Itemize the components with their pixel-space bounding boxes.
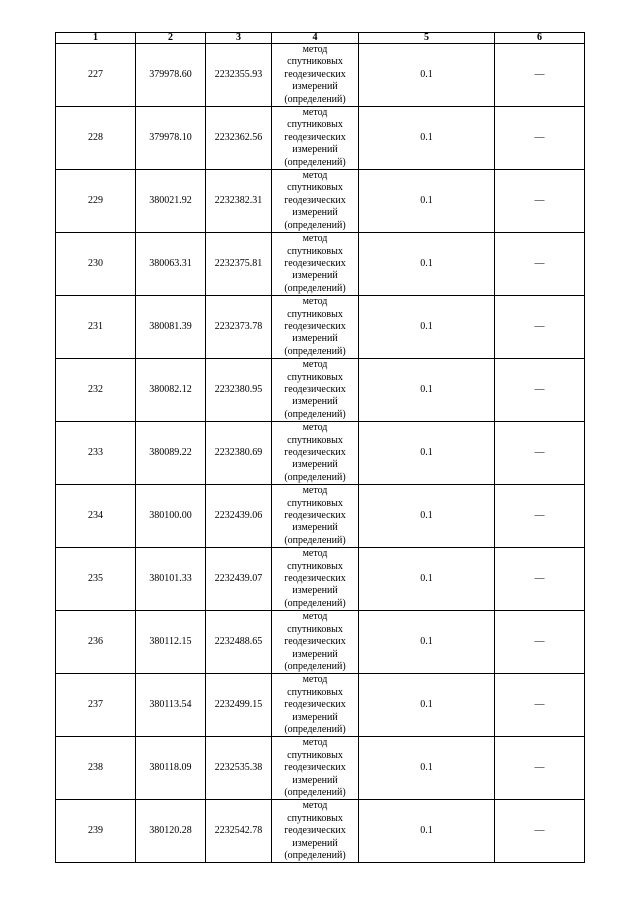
method-line: геодезических	[284, 68, 346, 80]
table-body	[56, 44, 585, 863]
accuracy-cell: 0.1	[359, 170, 495, 233]
method-cell	[272, 737, 359, 800]
method-line: метод	[302, 296, 328, 308]
point-number-cell: 227	[56, 44, 136, 107]
y-coordinate-cell: 2232375.81	[206, 233, 272, 296]
point-number-cell: 237	[56, 674, 136, 737]
note-cell: —	[495, 800, 585, 863]
x-coordinate-cell: 379978.10	[136, 107, 206, 170]
method-cell	[272, 611, 359, 674]
method-cell	[272, 800, 359, 863]
y-coordinate-cell: 2232535.38	[206, 737, 272, 800]
method-line: (определений)	[284, 282, 346, 294]
note-cell: —	[495, 674, 585, 737]
method-cell	[272, 170, 359, 233]
table-row	[56, 296, 585, 359]
method-cell	[272, 548, 359, 611]
method-line: спутниковых	[287, 56, 343, 68]
method-line: геодезических	[284, 636, 346, 648]
method-line: (определений)	[284, 597, 346, 609]
x-coordinate-cell: 380063.31	[136, 233, 206, 296]
accuracy-cell: 0.1	[359, 674, 495, 737]
column-header-4: 4	[272, 33, 359, 44]
point-number-cell: 228	[56, 107, 136, 170]
method-line: (определений)	[284, 471, 346, 483]
note-cell: —	[495, 44, 585, 107]
note-cell: —	[495, 422, 585, 485]
method-line: метод	[302, 233, 328, 245]
accuracy-cell: 0.1	[359, 737, 495, 800]
y-coordinate-cell: 2232499.15	[206, 674, 272, 737]
method-line: метод	[302, 674, 328, 686]
method-line: (определений)	[284, 219, 346, 231]
point-number-cell: 235	[56, 548, 136, 611]
column-header-6: 6	[495, 33, 585, 44]
note-cell: —	[495, 485, 585, 548]
x-coordinate-cell: 380082.12	[136, 359, 206, 422]
table-row	[56, 674, 585, 737]
x-coordinate-cell: 380112.15	[136, 611, 206, 674]
table-row	[56, 107, 585, 170]
method-line: геодезических	[284, 194, 346, 206]
coordinates-table	[55, 32, 585, 863]
method-line: спутниковых	[287, 623, 343, 635]
method-line: (определений)	[284, 93, 346, 105]
y-coordinate-cell: 2232488.65	[206, 611, 272, 674]
method-line: спутниковых	[287, 749, 343, 761]
method-line: геодезических	[284, 699, 346, 711]
accuracy-cell: 0.1	[359, 548, 495, 611]
y-coordinate-cell: 2232355.93	[206, 44, 272, 107]
accuracy-cell: 0.1	[359, 296, 495, 359]
method-line: геодезических	[284, 762, 346, 774]
method-line: измерений	[292, 396, 338, 408]
column-header-2: 2	[136, 33, 206, 44]
method-line: измерений	[292, 585, 338, 597]
method-line: спутниковых	[287, 812, 343, 824]
method-line: геодезических	[284, 447, 346, 458]
x-coordinate-cell: 379978.60	[136, 44, 206, 107]
y-coordinate-cell: 2232542.78	[206, 800, 272, 863]
method-cell	[272, 422, 359, 485]
method-line: геодезических	[284, 510, 346, 522]
point-number-cell: 239	[56, 800, 136, 863]
x-coordinate-cell: 380113.54	[136, 674, 206, 737]
point-number-cell: 232	[56, 359, 136, 422]
x-coordinate-cell: 380089.22	[136, 422, 206, 485]
x-coordinate-cell: 380021.92	[136, 170, 206, 233]
method-line: спутниковых	[287, 560, 343, 572]
method-line: спутниковых	[287, 686, 343, 698]
method-line: метод	[302, 107, 328, 119]
method-line: измерений	[292, 207, 338, 219]
y-coordinate-cell: 2232373.78	[206, 296, 272, 359]
method-line: геодезических	[284, 825, 346, 837]
accuracy-cell: 0.1	[359, 107, 495, 170]
method-line: измерений	[292, 774, 338, 786]
note-cell: —	[495, 611, 585, 674]
method-cell	[272, 296, 359, 359]
table-row	[56, 233, 585, 296]
table-row	[56, 485, 585, 548]
method-line: спутниковых	[287, 245, 343, 257]
table-row	[56, 359, 585, 422]
method-line: метод	[302, 737, 328, 749]
method-line: спутниковых	[287, 434, 343, 446]
method-line: (определений)	[284, 850, 346, 861]
table-row	[56, 737, 585, 800]
method-line: спутниковых	[287, 119, 343, 131]
accuracy-cell: 0.1	[359, 44, 495, 107]
method-cell	[272, 485, 359, 548]
point-number-cell: 236	[56, 611, 136, 674]
method-line: измерений	[292, 522, 338, 534]
method-line: измерений	[292, 333, 338, 345]
method-line: геодезических	[284, 383, 346, 395]
method-line: метод	[302, 422, 328, 434]
method-cell	[272, 233, 359, 296]
x-coordinate-cell: 380118.09	[136, 737, 206, 800]
table-row	[56, 170, 585, 233]
table-row	[56, 548, 585, 611]
table-row	[56, 800, 585, 863]
method-line: геодезических	[284, 257, 346, 269]
x-coordinate-cell: 380100.00	[136, 485, 206, 548]
method-line: измерений	[292, 837, 338, 849]
method-cell	[272, 674, 359, 737]
method-line: геодезических	[284, 320, 346, 332]
method-line: (определений)	[284, 660, 346, 672]
method-line: метод	[302, 611, 328, 623]
method-line: (определений)	[284, 534, 346, 546]
method-line: метод	[302, 548, 328, 560]
x-coordinate-cell: 380081.39	[136, 296, 206, 359]
method-line: спутниковых	[287, 182, 343, 194]
method-line: измерений	[292, 81, 338, 93]
method-line: (определений)	[284, 723, 346, 735]
method-line: метод	[302, 44, 328, 55]
accuracy-cell: 0.1	[359, 485, 495, 548]
x-coordinate-cell: 380101.33	[136, 548, 206, 611]
method-line: (определений)	[284, 156, 346, 168]
note-cell: —	[495, 233, 585, 296]
y-coordinate-cell: 2232362.56	[206, 107, 272, 170]
point-number-cell: 229	[56, 170, 136, 233]
method-line: измерений	[292, 648, 338, 660]
note-cell: —	[495, 737, 585, 800]
note-cell: —	[495, 107, 585, 170]
method-line: метод	[302, 359, 328, 371]
coordinates-sheet	[55, 32, 584, 863]
accuracy-cell: 0.1	[359, 422, 495, 485]
method-line: геодезических	[284, 131, 346, 143]
x-coordinate-cell: 380120.28	[136, 800, 206, 863]
method-line: метод	[302, 485, 328, 497]
column-header-3: 3	[206, 33, 272, 44]
column-header-5: 5	[359, 33, 495, 44]
point-number-cell: 231	[56, 296, 136, 359]
y-coordinate-cell: 2232439.07	[206, 548, 272, 611]
column-header-1: 1	[56, 33, 136, 44]
accuracy-cell: 0.1	[359, 359, 495, 422]
y-coordinate-cell: 2232380.95	[206, 359, 272, 422]
accuracy-cell: 0.1	[359, 233, 495, 296]
table-header-row	[56, 33, 585, 44]
method-line: измерений	[292, 459, 338, 471]
table-row	[56, 611, 585, 674]
method-line: метод	[302, 170, 328, 182]
y-coordinate-cell: 2232439.06	[206, 485, 272, 548]
method-cell	[272, 44, 359, 107]
note-cell: —	[495, 359, 585, 422]
method-line: измерений	[292, 270, 338, 282]
method-line: геодезических	[284, 573, 346, 585]
method-line: (определений)	[284, 345, 346, 357]
method-line: метод	[302, 800, 328, 812]
note-cell: —	[495, 548, 585, 611]
method-line: измерений	[292, 144, 338, 156]
note-cell: —	[495, 296, 585, 359]
table-row	[56, 422, 585, 485]
y-coordinate-cell: 2232382.31	[206, 170, 272, 233]
y-coordinate-cell: 2232380.69	[206, 422, 272, 485]
method-cell	[272, 107, 359, 170]
method-line: измерений	[292, 711, 338, 723]
accuracy-cell: 0.1	[359, 800, 495, 863]
accuracy-cell: 0.1	[359, 611, 495, 674]
method-line: спутниковых	[287, 371, 343, 383]
point-number-cell: 230	[56, 233, 136, 296]
point-number-cell: 234	[56, 485, 136, 548]
method-line: спутниковых	[287, 497, 343, 509]
method-line: (определений)	[284, 408, 346, 420]
point-number-cell: 238	[56, 737, 136, 800]
method-line: спутниковых	[287, 308, 343, 320]
point-number-cell: 233	[56, 422, 136, 485]
table-row	[56, 44, 585, 107]
note-cell: —	[495, 170, 585, 233]
method-line: (определений)	[284, 786, 346, 798]
method-cell	[272, 359, 359, 422]
